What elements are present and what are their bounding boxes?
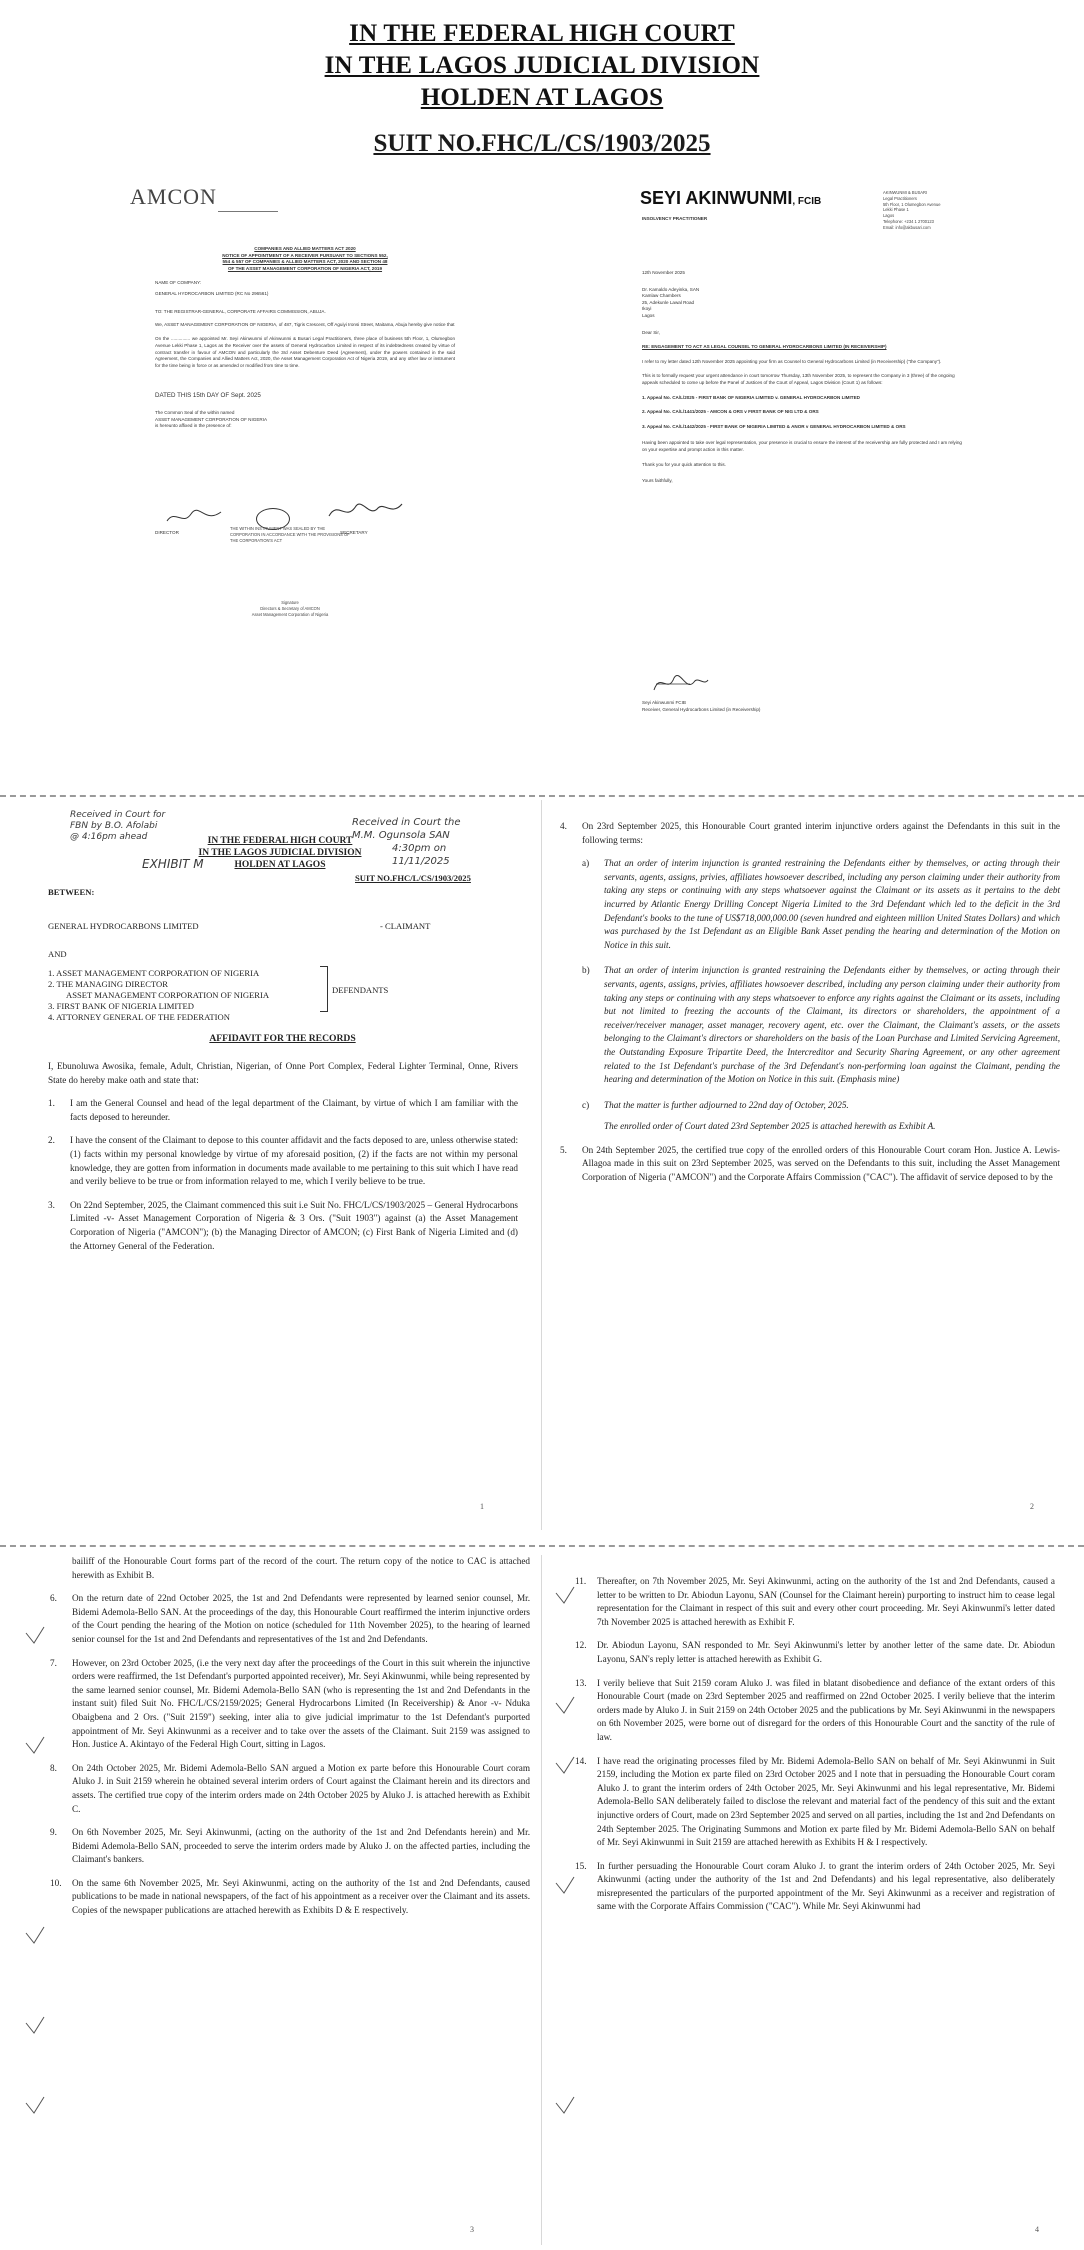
- paragraph-number: 4.: [560, 821, 567, 831]
- letter-body: [642, 270, 962, 485]
- paragraph-14: [575, 1755, 1055, 1850]
- secretary-signature: [326, 496, 406, 524]
- court-title: IN THE FEDERAL HIGH COURT: [349, 20, 735, 47]
- order-text: That an order of interim injunction is granted restraining the Defendants either by themselves, or acting through their servants, agents, assigns, privies, affiliates howsoever described, including any person claiming under their authority from taking any steps or continuing with any steps whatsoever to enforce any rights against the Claimant or its assets, including but not limited to freezing the accounts of the Claimant, its directors or shareholders, the appointment of a receiver/receiver manager, asset manager, recovery agent, etc. over the Claimant, the Claimant's assets, or the assets belonging to the Claimant's directors or shareholders on the basis of the Loan Purchase and Limited Servicing Agreement, the Outstanding Exposure Tripartite Deed, the Intercreditor and Security Sharing Agreement, or any other agreement related to the 1st Defendant's purchase of the 3rd Defendant's non-performing loan against the Claimant, pending the hearing and determination of the Motion on Notice in this suit. (Emphasis mine): [604, 965, 1060, 1085]
- defendants-bracket: [320, 966, 328, 1012]
- notice-body: [155, 280, 455, 430]
- between-label: BETWEEN:: [48, 887, 95, 897]
- and-label: AND: [48, 949, 67, 959]
- letter-para-1: I refer to my letter dated 12th November 2025 appointing your firm as Counsel to General Hydrocarbons Limited (in Receivership) ("the Company").: [642, 358, 942, 364]
- notice-heading: [155, 246, 455, 272]
- notice-title-1: COMPANIES AND ALLIED MATTERS ACT 2020: [254, 246, 356, 251]
- letterhead-subtitle: INSOLVENCY PRACTITIONER: [642, 216, 708, 221]
- appeal-item: 3. Appeal No. CA/L/1442/2025 - FIRST BANK OF NIGERIA LIMITED & ANOR v GENERAL HYDROCARBON LIMITED & ORS: [642, 423, 906, 429]
- page1-court-3: HOLDEN AT LAGOS: [234, 860, 326, 870]
- brand-suffix: FCIB: [797, 196, 822, 207]
- amcon-logo: AMCON: [130, 184, 217, 209]
- addressee-5: Lagos: [642, 312, 655, 318]
- claimant-role: - CLAIMANT: [380, 921, 431, 931]
- paragraph-text: On the return date of 22nd October 2025, the 1st and 2nd Defendants were represented by learned senior counsel, Mr. Bidemi Ademola-Bello SAN. At the proceedings of the day, this Honourable Court reaffirmed the interim injunctive orders of the Court pending the hearing of the Motion on notice (scheduled for 11th November 2025), to the hearing of learned senior counsel for the 1st and 2nd Defendants and representatives of the 1st and 2nd Defendants.: [72, 1593, 530, 1644]
- director-signature: [165, 506, 225, 528]
- document-header: [0, 18, 1084, 160]
- defendants-list: [48, 968, 269, 1023]
- exhibit-mark: EXHIBIT M: [142, 857, 204, 871]
- sub-label: a): [582, 858, 590, 869]
- paragraph-number: 15.: [575, 1860, 587, 1871]
- order-text: That an order of interim injunction is granted restraining the Defendants either by themselves, or acting through their servants, agents, assigns, privies, affiliates howsoever described, including any person claiming under their authority from taking any steps or continuing with any steps whatsoever against the Claimant or its assets as it pertains to the debt incurred by Atlantic Energy Drilling Concept Nigeria Limited to the 3rd Defendant which led to the deficit in the 3rd Defendant's books to the tune of US$718,000,000.00 (seven hundred and eighteen million United States Dollars) and which was purchased by the 1st Defendant as an Eligible Bank Asset pending the hearing and determination of the Motion on Notice in this suit.: [604, 858, 1060, 950]
- letter-para-4: Thank you for your quick attention to this.: [642, 461, 727, 467]
- letter-subject: RE: ENGAGEMENT TO ACT AS LEGAL COUNSEL TO GENERAL HYDROCARBONS LIMITED (IN RECEIVERSHIP): [642, 344, 887, 350]
- letter-para-2: This is to formally request your urgent attendance in court tomorrow Thursday, 13th November 2025, to represent the Company in 3 (three) of the ongoing appeals scheduled to come up before the Panel of Justices of the Court of Appeal, Lagos Division (Court 1) as follows:: [642, 373, 955, 385]
- affidavit-title: AFFIDAVIT FOR THE RECORDS: [209, 1033, 356, 1044]
- paragraph-text: I verily believe that Suit 2159 coram Aluko J. was filed in blatant disobedience and defiance of the extant orders of this Honourable Court (made on 23rd September 2025 and reaffirmed on 22nd October 2025. I verily believe that the interim orders made by Aluko J. in Suit 2159 on 24th October 2025 and the publications by Mr. Seyi Akinwunmi in the newspapers on 6th November 2025, were borne out of disregard for the orders of this Honourable Court and the sanctity of the rule of law.: [597, 1677, 1055, 1742]
- footer-line-2: Directors & Secretary of AMCON: [260, 605, 320, 611]
- order-c: [582, 1099, 1060, 1113]
- page-number: 1: [480, 1502, 484, 1511]
- notice-title-3: 554 & 557 OF COMPANIES & ALLIED MATTERS ACT, 2020 AND SECTION 48: [222, 259, 388, 265]
- paragraph-text: On 24th September 2025, the certified true copy of the enrolled orders of this Honourable Court coram Hon. Justice A. Lewis-Allagoa made in this suit on 23rd September 2025, was served on the Defendants to this suit, including the Asset Management Corporation of Nigeria ("AMCON") and the Corporate Affairs Commission ("CAC"). The affidavit of service deposed to by the: [582, 1144, 1060, 1183]
- paragraph-number: 6.: [50, 1593, 57, 1604]
- defendant-2b: ASSET MANAGEMENT CORPORATION OF NIGERIA: [66, 990, 270, 1000]
- affidavit-page-1: [30, 800, 535, 1530]
- paragraph-5: [560, 1144, 1060, 1185]
- paragraph-number: 2.: [48, 1135, 55, 1146]
- paragraph-number: 5.: [560, 1144, 567, 1155]
- sub-label: c): [582, 1099, 590, 1110]
- seyi-letter: [640, 190, 970, 730]
- hand-line-4: Received in Court the: [352, 817, 461, 828]
- paragraph-text: Thereafter, on 7th November 2025, Mr. Seyi Akinwunmi, acting on the authority of the 1st and 2nd Defendants, caused a letter to be written to Dr. Abiodun Layonu, SAN (Counsel for the Claimant herein) purporting to instruct him to cease legal representation for the Claimant in respect of this suit and every other court proceeding. Mr. Seyi Akinwunmi's letter dated 7th November 2025 is attached herewith as Exhibit F.: [597, 1576, 1055, 1627]
- paragraph-number: 8.: [50, 1762, 57, 1773]
- page-number: 4: [1035, 2225, 1039, 2234]
- margin-tick-marks: [22, 1625, 52, 2145]
- order-b: [582, 964, 1060, 1086]
- paragraph-text: On 6th November 2025, Mr. Seyi Akinwunmi, (acting on the authority of the 1st and 2nd Defendants herein) and Mr. Bidemi Ademola-Bello SAN, proceeded to serve the interim orders made by Aluko J. on the affected parties, including the Claimant's bankers.: [72, 1827, 530, 1865]
- paragraph-number: 9.: [50, 1827, 57, 1838]
- paragraph-13: [575, 1677, 1055, 1745]
- notice-to: TO: THE REGISTRAR-GENERAL, CORPORATE AFFAIRS COMMISSION, ABUJA.: [155, 309, 326, 315]
- paragraph-11: [575, 1575, 1055, 1629]
- brand-name: SEYI AKINWUNMI: [640, 188, 793, 208]
- paragraph-5-continued: bailiff of the Honourable Court forms part of the record of the court. The return copy of the notice to CAC is attached herewith as Exhibit B.: [72, 1556, 530, 1580]
- page1-body: [48, 1060, 518, 1263]
- page-separator: [0, 1545, 1084, 1547]
- page1-suit-number: SUIT NO.FHC/L/CS/1903/2025: [355, 873, 471, 883]
- paragraph-number: 10.: [50, 1877, 62, 1888]
- page-separator: [0, 795, 1084, 797]
- defendant-1: 1. ASSET MANAGEMENT CORPORATION OF NIGERIA: [48, 968, 260, 978]
- court-division: IN THE LAGOS JUDICIAL DIVISION: [324, 52, 760, 79]
- amcon-notice: [130, 184, 460, 660]
- company-name: GENERAL HYDROCARBON LIMITED (RC No 296561): [155, 290, 269, 296]
- hand-line-3: @ 4:16pm ahead: [70, 832, 148, 842]
- paragraph-6: [50, 1592, 530, 1646]
- hand-line-2: FBN by B.O. Afolabi: [70, 821, 158, 831]
- page1-court-heading: [150, 835, 410, 871]
- amcon-logo-rule: [218, 190, 278, 212]
- enrolled-order-note: The enrolled order of Court dated 23rd September 2025 is attached herewith as Exhibit A.: [604, 1121, 936, 1132]
- seal-line-3: is hereunto affixed in the presence of:: [155, 423, 232, 429]
- affidavit-band-2: [0, 1555, 1084, 2245]
- defendant-3: 3. FIRST BANK OF NIGERIA LIMITED: [48, 1001, 194, 1011]
- paragraph-number: 13.: [575, 1677, 587, 1688]
- sub-label: b): [582, 965, 590, 976]
- letter-para-3: Having been appointed to take over legal representation, your presence is crucial to ensure the interest of the receivership are fully protected and I am relying on your expertise and prompt action in this matter.: [642, 440, 962, 452]
- paragraph-1: [48, 1097, 518, 1124]
- paragraph-8: [50, 1762, 530, 1816]
- court-location: HOLDEN AT LAGOS: [420, 84, 664, 111]
- salutation: Dear Sir,: [642, 329, 660, 335]
- affidavit-page-3: [50, 1555, 530, 2245]
- appeal-item: 1. Appeal No. CA/L/2025 - FIRST BANK OF NIGERIA LIMITED v. GENERAL HYDROCARBON LIMITED: [642, 394, 860, 400]
- paragraph-9: [50, 1826, 530, 1867]
- name-label: NAME OF COMPANY:: [155, 280, 202, 285]
- hand-line-7: 11/11/2025: [392, 856, 450, 867]
- affidavit-page-4: [575, 1575, 1055, 2245]
- seal-line-2: ASSET MANAGEMENT CORPORATION OF NIGERIA: [155, 416, 268, 422]
- receiver-signature: [650, 668, 710, 696]
- paragraph-number: 14.: [575, 1755, 587, 1766]
- paragraph-text: On 24th October 2025, Mr. Bidemi Ademola-Bello SAN argued a Motion ex parte before this Honourable Court coram Aluko J. in Suit 2159 wherein he obtained several interim orders of Court against the Claimant herein and its directors and assets. The certified true copy of the interim orders made on 24th October 2025 by Aluko J. is attached herewith as Exhibit C.: [72, 1762, 530, 1814]
- paragraph-number: 11.: [575, 1576, 587, 1586]
- paragraph-3: [48, 1199, 518, 1253]
- paragraph-text: On the same 6th November 2025, Mr. Seyi Akinwunmi, acting on the authority of the 1st and 2nd Defendants, caused publications to be made in national newspapers, of the fact of his appointment as a receiver over the Claimant and its assets. Copies of the newspaper publications are attached herewith as Exhibits D & E respectively.: [72, 1877, 530, 1916]
- exhibit-band: [0, 180, 1084, 780]
- addressee-1: Dr. Kamaldo Adeyinka, SAN: [642, 286, 700, 292]
- seal-stamp-text: THE WITHIN INSTRUMENT WAS SEALED BY THE CORPORATION IN ACCORDANCE WITH THE PROVISIONS OF THE CORPORATION'S ACT: [230, 526, 350, 543]
- paragraph-15: [575, 1860, 1055, 1914]
- paragraph-text: Dr. Abiodun Layonu, SAN responded to Mr. Seyi Akinwunmi's letter by another letter of the same date. Dr. Abiodun Layonu, SAN's reply letter is attached herewith as Exhibit G.: [597, 1640, 1055, 1664]
- hand-line-6: 4:30pm on: [392, 843, 447, 854]
- paragraph-text: On 23rd September 2025, this Honourable Court granted interim injunctive orders against the Defendants in this suit in the following terms:: [582, 821, 1060, 845]
- affidavit-page-2: [560, 820, 1060, 1530]
- director-label: DIRECTOR: [155, 530, 179, 535]
- page1-court-1: IN THE FEDERAL HIGH COURT: [207, 836, 353, 846]
- paragraph-number: 3.: [48, 1199, 55, 1210]
- paragraph-text: I am the General Counsel and head of the legal department of the Claimant, by virtue of which I am familiar with the facts deposed to hereunder.: [70, 1098, 518, 1122]
- letter-closing: Yours faithfully,: [642, 478, 673, 484]
- notice-title-2: NOTICE OF APPOINTMENT OF A RECEIVER PURSUANT TO SECTIONS 552,: [222, 252, 388, 258]
- seal-line-1: The Common Seal of the within named: [155, 409, 235, 415]
- defendant-2: 2. THE MANAGING DIRECTOR: [48, 979, 168, 989]
- paragraph-7: [50, 1657, 530, 1752]
- page-number: 2: [1030, 1502, 1034, 1511]
- paragraph-10: [50, 1877, 530, 1918]
- order-text: That the matter is further adjourned to 22nd day of October, 2025.: [604, 1099, 849, 1110]
- addressee-4: Ikoyi: [642, 306, 652, 312]
- notice-footer: [210, 600, 370, 617]
- letterhead-brand: SEYI AKINWUNMI, FCIB: [640, 188, 822, 208]
- letter-date: 12th November 2025: [642, 270, 685, 275]
- paragraph-12: [575, 1639, 1055, 1666]
- paragraph-number: 7.: [50, 1657, 57, 1668]
- hand-line-5: M.M. Ogunsola SAN: [352, 830, 450, 841]
- defendants-role: DEFENDANTS: [332, 985, 389, 995]
- suit-number: SUIT NO.FHC/L/CS/1903/2025: [373, 130, 711, 157]
- paragraph-number: 12.: [575, 1640, 587, 1651]
- paragraph-text: I have read the originating processes filed by Mr. Bidemi Ademola-Bello SAN on behalf of Mr. Seyi Akinwunmi in Suit 2159, including the Motion ex parte filed on 23rd October 2025 and I note that in persuading the Honourable Court coram Aluko J. to grant the interim orders of 24th October 2025, Mr. Seyi Akinwunmi and his legal representative, Mr. Bidemi Ademola-Bello SAN deliberately failed to disclose the relevant and material fact of the pendency of this suit and the extant injunctive orders of Court, made on 23rd September 2025 and served on all parties, including the 1st and 2nd Defendants on 24th September 2025. The Originating Summons and Motion ex parte filed by Mr. Bidemi Ademola-Bello SAN on behalf of Mr. Seyi Akinwunmi in Suit 2159 are attached herewith as Exhibits H & I respectively.: [597, 1755, 1055, 1848]
- paragraph-text: I have the consent of the Claimant to depose to this counter affidavit and the facts deposed to are, unless otherwise stated: (1) facts within my personal knowledge by virtue of my aforesaid position, (2) if the facts are not within my personal knowledge, they are gotten from information in documents made available to me pertaining to this suit which I have read and verily believe to be true or from information relayed to me, which I verily believe to be true.: [70, 1135, 518, 1187]
- addressee-3: 25, Adekunle Lawal Road: [642, 299, 695, 305]
- order-a: [582, 857, 1060, 952]
- defendant-4: 4. ATTORNEY GENERAL OF THE FEDERATION: [48, 1012, 230, 1022]
- paragraph-4: [560, 820, 1060, 847]
- paragraph-number: 1.: [48, 1098, 55, 1109]
- signer-name: Seyi Akinwunmi FCIB: [642, 700, 686, 705]
- column-divider: [541, 800, 542, 1530]
- secretary-label: SECRETARY: [340, 530, 368, 535]
- letter-signatory: [642, 700, 962, 713]
- column-divider: [541, 1555, 542, 2245]
- notice-dated: DATED THIS 15th DAY OF Sept. 2025: [155, 392, 261, 400]
- hand-line-1: Received in Court for: [70, 810, 166, 820]
- deponent-intro: I, Ebunoluwa Awosika, female, Adult, Christian, Nigerian, of Onne Port Complex, Federal Lighter Terminal, Onne, Rivers State do hereby make oath and state that:: [48, 1061, 518, 1085]
- footer-line-3: Asset Management Corporation of Nigeria: [251, 611, 329, 617]
- signer-title: Receiver, General Hydrocarbons Limited (in Receivership): [642, 706, 761, 712]
- paragraph-text: In further persuading the Honourable Court coram Aluko J. to grant the interim orders of 24th October 2025, Mr. Seyi Akinwunmi (acting under the authority of the 1st and 2nd Defendants) and his legal representative, also deliberately misrepresented the particulars of the purported appointment of the Mr. Seyi Akinwunmi as a receiver and registration of same with the Corporate Affairs Commission ("CAC"). While Mr. Seyi Akinwunmi had: [597, 1860, 1055, 1912]
- affidavit-band-1: [0, 800, 1084, 1530]
- paragraph-2: [48, 1134, 518, 1188]
- notice-we: We, ASSET MANAGEMENT CORPORATION OF NIGERIA, of 487, Tigris Crescent, Off Aguiyi Ironsi Street, Maitama, Abuja hereby give notice that: [155, 321, 455, 327]
- page-number: 3: [470, 2225, 474, 2234]
- footer-line-1: Signature: [281, 600, 299, 605]
- addressee-2: Kamlaw Chambers: [642, 293, 681, 299]
- notice-text: On the ............... we appointed Mr. Seyi Akinwunmi of Akinwunmi & Busari Legal Practitioners, three place of business 5th Floor, 1, Olumegbon Avenue Lekki Phase 1, Lagos as the Receiver over the assets of General Hydrocarbon Limited in respect of its indebtedness created by virtue of contract transfer in favour of AMCON and particularly the 3rd Asset Debenture Deed (Agreement), under the powers contained in the said Agreement, the Companies and Allied Matters Act, 2020, the Asset Management Corporation Act of Nigeria 2019, and any other law or instrument for the time being in force or as amended or modified from time to time.: [155, 336, 455, 368]
- notice-title-4: OF THE ASSET MANAGEMENT CORPORATION OF NIGERIA ACT, 2019: [227, 265, 383, 271]
- paragraph-text: However, on 23rd October 2025, (i.e the very next day after the proceedings of the Court in this suit wherein the injunctive orders were reaffirmed, the 1st Defendant's purported appointed receiver), Mr. Seyi Akinwunmi, while being represented by the same learned senior counsel, Mr. Bidemi Ademola-Bello SAN (who is representing the 1st and 2nd Defendants in the instant suit) filed Suit No. FHC/L/CS/2159/2025; General Hydrocarbons Limited (In Receivership) & Anor -v- Nduka Obaigbena and 2 Ors. ("Suit 2159") seeking, inter alia to give judicial imprimatur to the 1st Defendant's purported appointment of Mr. Seyi Akinwunmi as a receiver and to take over the assets of the Claimant. Suit 2159 was assigned to Hon. Justice A. Akintayo of the Federal High Court, sitting in Lagos.: [72, 1657, 530, 1750]
- letterhead-address: AKINWUNMI & BUSARI Legal Practitioners 5th Floor, 1 Olumegbon Avenue Lekki Phase 1 Lagos Telephone: +234 1 2700123 Email: info@akbusari.com: [883, 190, 941, 230]
- claimant-name: GENERAL HYDROCARBONS LIMITED: [48, 921, 199, 931]
- paragraph-text: On 22nd September, 2025, the Claimant commenced this suit i.e Suit No. FHC/L/CS/1903/2025 – General Hydrocarbons Limited -v- Asset Management Corporation of Nigeria & 3 Ors. ("Suit 1903") against (a) the Asset Management Corporation of Nigeria ("AMCON"); (b) the Managing Director of AMCON; (c) First Bank of Nigeria Limited and (d) the Attorney General of the Federation.: [70, 1199, 518, 1251]
- appeal-item: 2. Appeal No. CA/L/1441/2025 - AMCON & ORS v FIRST BANK OF NIG LTD & ORS: [642, 409, 819, 415]
- page1-court-2: IN THE LAGOS JUDICIAL DIVISION: [198, 848, 362, 858]
